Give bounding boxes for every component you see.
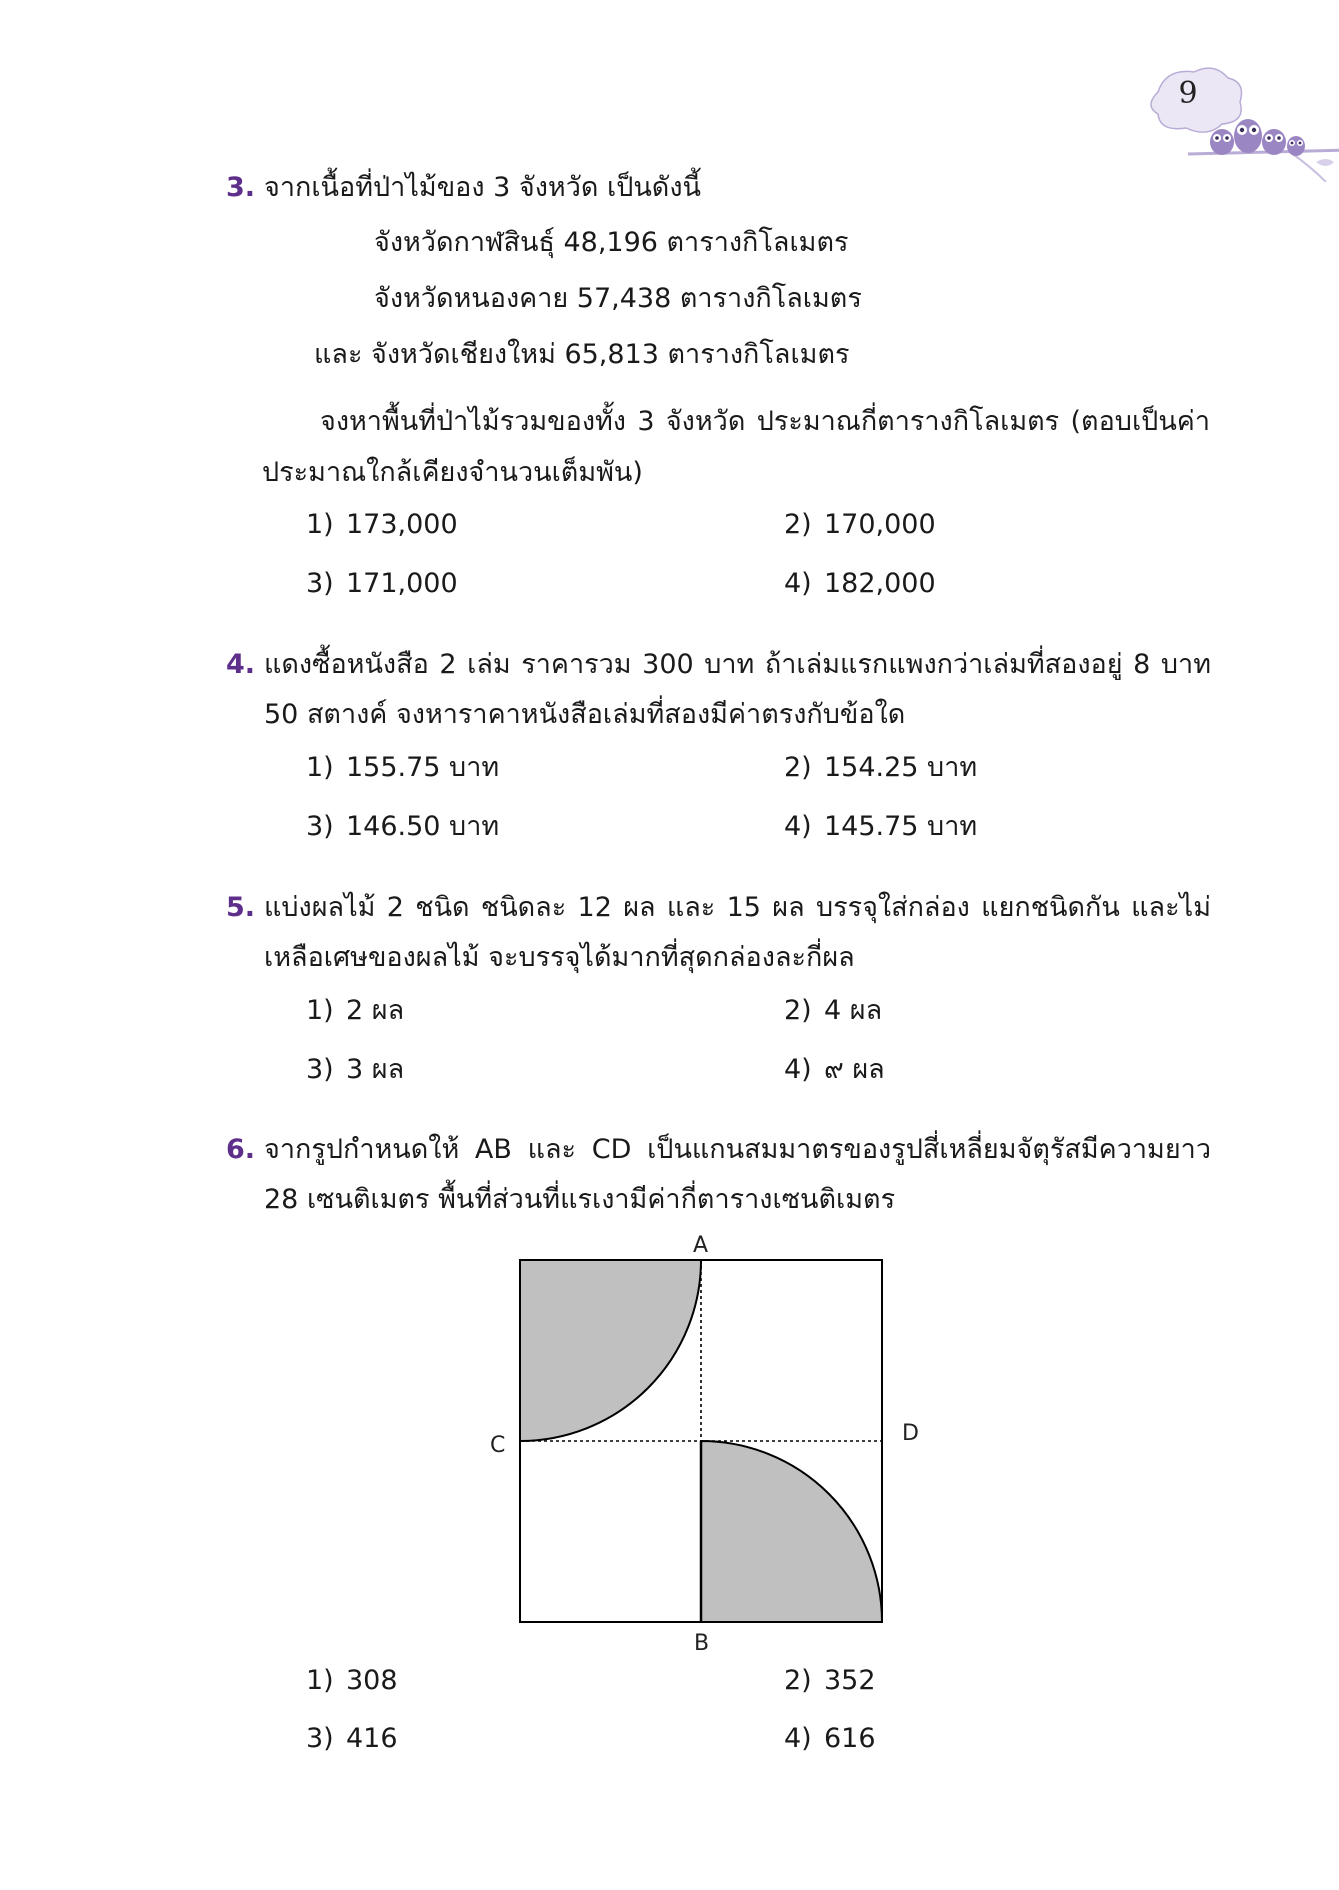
label-d: D [902, 1421, 919, 1446]
question-number: 3. [226, 172, 256, 203]
option-4[interactable]: 4) 145.75 บาท [784, 811, 978, 842]
question-number: 5. [226, 892, 256, 923]
question-text: จงหาพื้นที่ป่าไม้รวมของทั้ง 3 จังหวัด ประมาณกี่ตารางกิโลเมตร (ตอบเป็นค่า [320, 406, 1210, 437]
option-3[interactable]: 3) 3 ผล [306, 1054, 405, 1085]
option-3[interactable]: 3) 171,000 [306, 568, 458, 599]
question-intro: จากเนื้อที่ป่าไม้ของ 3 จังหวัด เป็นดังนี้ [264, 172, 701, 203]
option-1[interactable]: 1) 308 [306, 1665, 398, 1696]
options-q4 [306, 748, 1206, 868]
shaded-region-top-left [520, 1260, 701, 1441]
shaded-region-bottom-right [701, 1441, 882, 1622]
label-b: B [694, 1631, 710, 1656]
option-1[interactable]: 1) 173,000 [306, 509, 458, 540]
label-c: C [490, 1433, 506, 1458]
question-3 [226, 163, 1211, 213]
option-2[interactable]: 2) 4 ผล [784, 995, 883, 1026]
question-5 [226, 883, 1211, 983]
question-number: 4. [226, 649, 256, 680]
data-line: และ จังหวัดเชียงใหม่ 65,813 ตารางกิโลเมตร [314, 339, 850, 370]
data-line: จังหวัดหนองคาย 57,438 ตารางกิโลเมตร [374, 283, 862, 314]
option-3[interactable]: 3) 146.50 บาท [306, 811, 500, 842]
options-q6 [306, 1661, 1206, 1781]
label-a: A [693, 1233, 709, 1258]
page-number: 9 [1178, 76, 1198, 111]
option-2[interactable]: 2) 352 [784, 1665, 876, 1696]
options-q3 [306, 505, 1206, 625]
option-2[interactable]: 2) 154.25 บาท [784, 752, 978, 783]
option-4[interactable]: 4) 616 [784, 1723, 876, 1754]
options-q5 [306, 991, 1206, 1111]
question-4 [226, 640, 1211, 740]
option-2[interactable]: 2) 170,000 [784, 509, 936, 540]
question-text: จากรูปกำหนดให้ AB และ CD เป็นแกนสมมาตรของรูปสี่เหลี่ยมจัตุรัสมีความยาว 28 เซนติเมตร พื้นที่ส่วนที่แรเงามีค่ากี่ตารางเซนติเมตร [264, 1134, 1211, 1215]
question-text: แบ่งผลไม้ 2 ชนิด ชนิดละ 12 ผล และ 15 ผล บรรจุใส่กล่อง แยกชนิดกัน และไม่เหลือเศษของผลไม้ จะบรรจุได้มากที่สุดกล่องละกี่ผล [264, 892, 1211, 973]
data-line: จังหวัดกาฬสินธุ์ 48,196 ตารางกิโลเมตร [374, 227, 849, 258]
option-3[interactable]: 3) 416 [306, 1723, 398, 1754]
square-quarter-circle-figure [490, 1230, 930, 1660]
option-4[interactable]: 4) ๙ ผล [784, 1054, 885, 1085]
option-1[interactable]: 1) 155.75 บาท [306, 752, 500, 783]
option-1[interactable]: 1) 2 ผล [306, 995, 405, 1026]
option-4[interactable]: 4) 182,000 [784, 568, 936, 599]
question-text: ประมาณใกล้เคียงจำนวนเต็มพัน) [262, 457, 643, 488]
question-text: แดงซื้อหนังสือ 2 เล่ม ราคารวม 300 บาท ถ้าเล่มแรกแพงกว่าเล่มที่สองอยู่ 8 บาท 50 สตางค์ จงหาราคาหนังสือเล่มที่สองมีค่าตรงกับข้อใด [264, 649, 1211, 730]
question-number: 6. [226, 1134, 256, 1165]
question-6 [226, 1125, 1211, 1225]
